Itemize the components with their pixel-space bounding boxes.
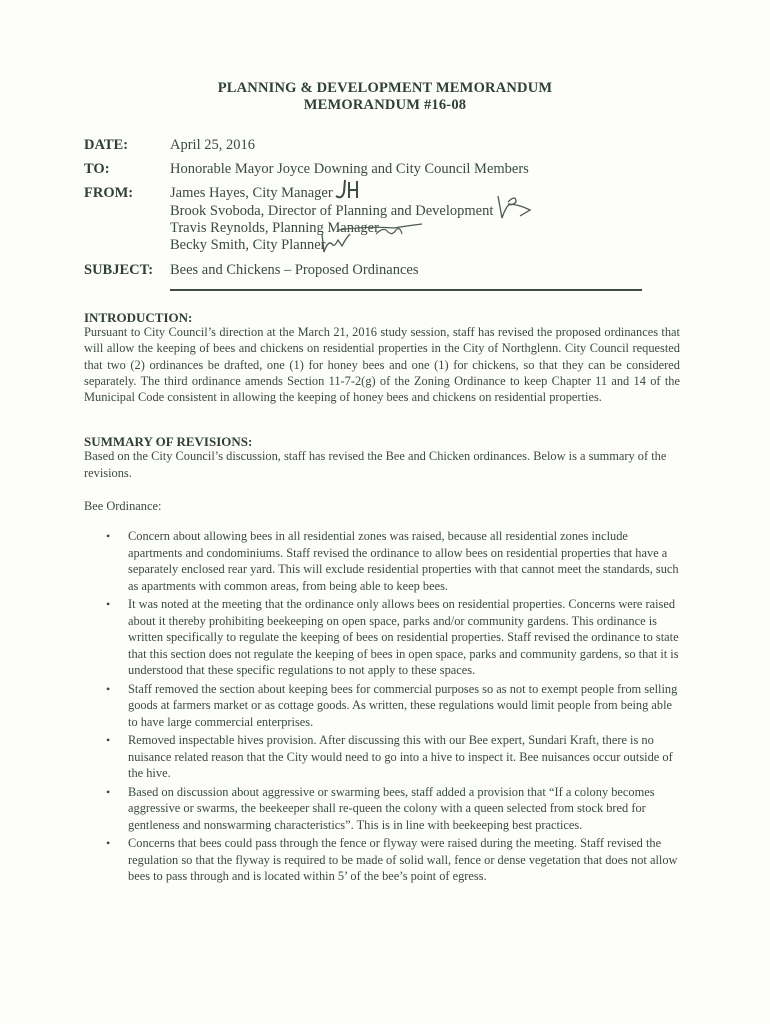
list-item — [84, 681, 684, 731]
introduction-heading: INTRODUCTION: — [84, 310, 193, 325]
bullet-icon: • — [106, 597, 111, 611]
from-line-director: Brook Svoboda, Director of Planning and Development — [170, 203, 494, 219]
date-value: April 25, 2016 — [170, 137, 255, 153]
bee-revisions-list — [84, 528, 684, 887]
list-item-text: Based on discussion about aggressive or swarming bees, staff added a provision that “If a colony becomes aggressive or swarms, the beekeeper shall re-queen the colony with a queen selected from stock bred for gentleness and nonswarming characteristics”. This is in line with beekeeping best practices. — [128, 784, 655, 832]
introduction-text: Pursuant to City Council’s direction at the March 21, 2016 study session, staff has revised the proposed ordinances that will allow the keeping of bees and chickens on residential properties in the City of Northglenn. City Council requested that two (2) ordinances be drafted, one (1) for honey bees and one (1) for chickens, so that they can be considered separately. The third ordinance amends Section 11-7-2(g) of the Zoning Ordinance to keep Chapter 11 and 14 of the Municipal Code consistent in allowing the keeping of honey bees and chickens on residential properties. — [84, 325, 680, 405]
from-line-city-manager: James Hayes, City Manager — [170, 185, 333, 201]
list-item-text: It was noted at the meeting that the ordinance only allows bees on residential properties. Concerns were raised about it thereby prohibiting beekeeping on open space, parks and/or community gardens. This ordinance is written specifically to regulate the keeping of bees on residential properties. Staff revised the ordinance to state that this section does not regulate the keeping of bees in open space, parks and community gardens, so that it is understood that these specific regulations to not apply to these spaces. — [128, 597, 679, 677]
bullet-icon: • — [106, 529, 111, 543]
initials-jh-signature — [334, 178, 360, 207]
date-label: DATE: — [84, 137, 129, 153]
summary-heading: SUMMARY OF REVISIONS: — [84, 434, 253, 449]
bullet-icon: • — [106, 836, 111, 850]
list-item — [84, 528, 684, 594]
list-item — [84, 784, 684, 834]
memo-number: MEMORANDUM #16-08 — [303, 97, 467, 113]
list-item-text: Removed inspectable hives provision. After discussing this with our Bee expert, Sundari Kraft, there is no nuisance related reason that the City would need to go into a hive to inspect it. Bee nuisances occur outside of the hive. — [128, 733, 673, 780]
header-divider — [170, 289, 642, 291]
bullet-icon: • — [106, 784, 111, 799]
bullet-icon: • — [106, 681, 111, 696]
list-item-text: Concerns that bees could pass through the fence or flyway were raised during the meeting. Staff revised the regulation so that the flyway is required to be made of solid wall, fence or dense vegetation that does not allow bees to pass through and is located within 5’ of the bee’s point of egress. — [128, 836, 678, 883]
list-item — [84, 596, 684, 679]
from-label: FROM: — [84, 185, 134, 201]
bullet-icon: • — [106, 733, 111, 747]
bee-ordinance-heading: Bee Ordinance: — [84, 499, 162, 513]
from-line-planning-manager: Travis Reynolds, Planning Manager — [170, 220, 379, 236]
from-line-city-planner: Becky Smith, City Planner — [170, 237, 326, 253]
to-label: TO: — [84, 161, 110, 177]
memo-title: PLANNING & DEVELOPMENT MEMORANDUM — [217, 80, 553, 96]
list-item-text: Staff removed the section about keeping bees for commercial purposes so as not to exempt people from selling goods at farmers market or as cottage goods. As written, these regulations would limit people from being able to have large commercial enterprises. — [128, 681, 678, 729]
subject-value: Bees and Chickens – Proposed Ordinances — [170, 262, 419, 278]
list-item — [84, 835, 684, 885]
list-item — [84, 732, 684, 782]
initials-bs-planner-signature — [318, 232, 354, 259]
summary-text: Based on the City Council’s discussion, staff has revised the Bee and Chicken ordinances. Below is a summary of the revisions. — [84, 449, 667, 480]
to-value: Honorable Mayor Joyce Downing and City Council Members — [170, 161, 529, 177]
list-item-text: Concern about allowing bees in all residential zones was raised, because all residential zones include apartments and condominiums. Staff revised the ordinance to allow bees on residential properties that have a separately enclosed rear yard. This will exclude residential properties with that cannot meet the standards, such as apartments with common areas, from being able to keep bees. — [128, 529, 679, 593]
initials-bs-signature — [494, 192, 536, 227]
subject-label: SUBJECT: — [84, 262, 154, 278]
